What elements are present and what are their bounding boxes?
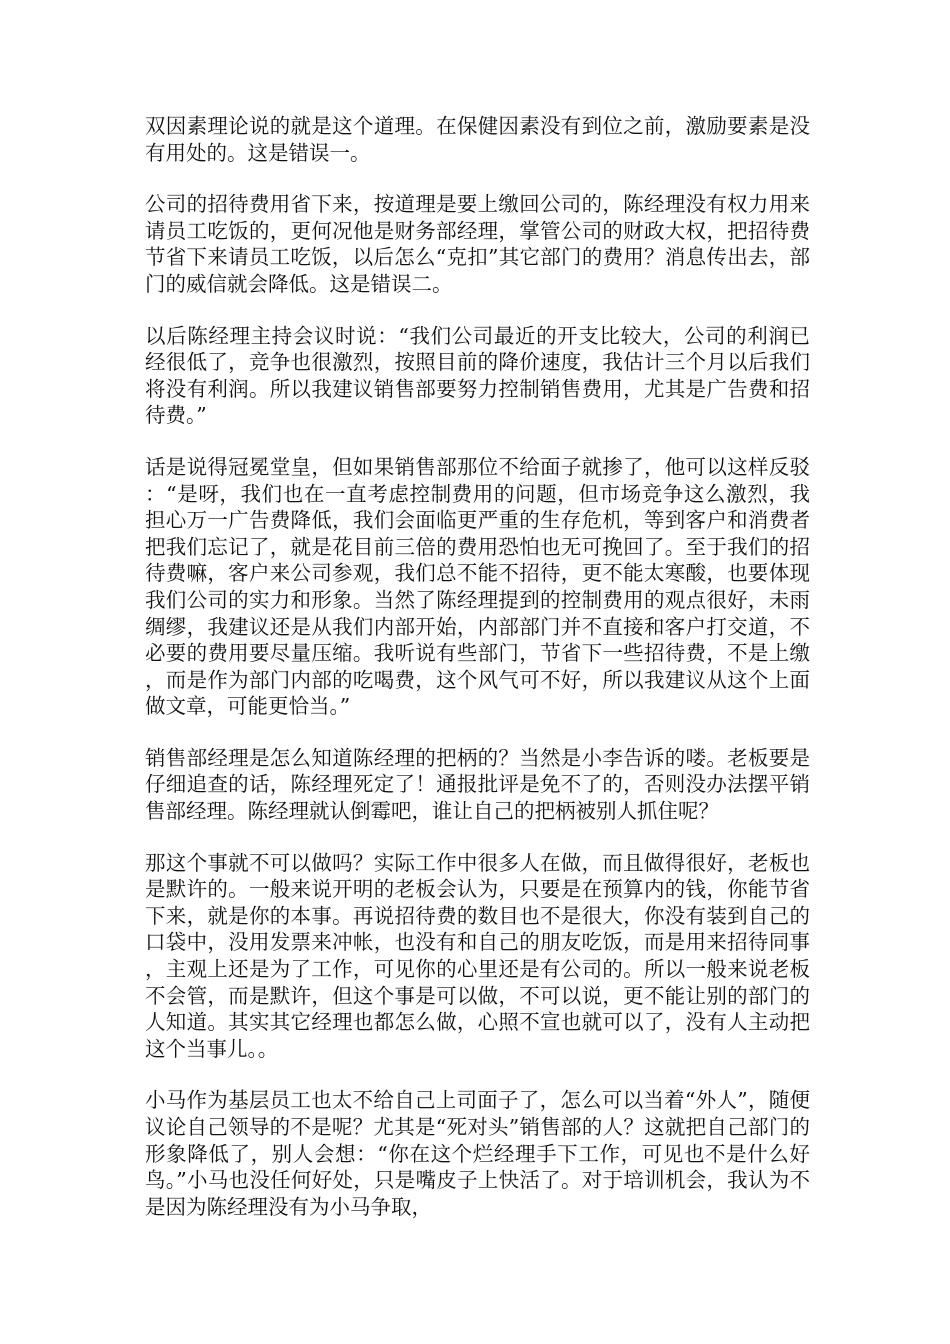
document-body xyxy=(145,113,810,1245)
paragraph-1: 双因素理论说的就是这个道理。在保健因素没有到位之前，激励要素是没有用处的。这是错误一。 xyxy=(145,114,810,165)
paragraph-5: 销售部经理是怎么知道陈经理的把柄的？当然是小李告诉的喽。老板要是仔细追查的话，陈经理死定了！通报批评是免不了的，否则没办法摆平销售部经理。陈经理就认倒霉吧，谁让自己的把柄被别人抓住呢？ xyxy=(145,745,810,824)
paragraph-7: 小马作为基层员工也太不给自己上司面子了，怎么可以当着“外人”，随便议论自己领导的不是呢？尤其是“死对头”销售部的人？这就把自己部门的形象降低了，别人会想：“你在这个烂经理手下工作，可见也不是什么好鸟。”小马也没任何好处，只是嘴皮子上快活了。对于培训机会，我认为不是因为陈经理没有为小马争取， xyxy=(145,1088,810,1219)
paragraph-6: 那这个事就不可以做吗？实际工作中很多人在做，而且做得很好，老板也是默许的。一般来说开明的老板会认为，只要是在预算内的钱，你能节省下来，就是你的本事。再说招待费的数目也不是很大，你没有装到自己的口袋中，没用发票来冲帐，也没有和自己的朋友吃饭，而是用来招待同事，主观上还是为了工作，可见你的心里还是有公司的。所以一般来说老板不会管，而是默许，但这个事是可以做，不可以说，更不能让别的部门的人知道。其实其它经理也都怎么做，心照不宣也就可以了，没有人主动把这个当事儿。。 xyxy=(145,850,810,1061)
paragraph-3: 以后陈经理主持会议时说：“我们公司最近的开支比较大，公司的利润已经很低了，竞争也很激烈，按照目前的降价速度，我估计三个月以后我们将没有利润。所以我建议销售部要努力控制销售费用，尤其是广告费和招待费。” xyxy=(145,323,810,428)
paragraph-4: 话是说得冠冕堂皇，但如果销售部那位不给面子就掺了，他可以这样反驳：“是呀，我们也在一直考虑控制费用的问题，但市场竞争这么激烈，我担心万一广告费降低，我们会面临更严重的生存危机，等到客户和消费者把我们忘记了，就是花目前三倍的费用恐怕也无可挽回了。至于我们的招待费嘛，客户来公司参观，我们总不能不招待，更不能太寒酸，也要体现我们公司的实力和形象。当然了陈经理提到的控制费用的观点很好，未雨绸缪，我建议还是从我们内部开始，内部部门并不直接和客户打交道，不必要的费用要尽量压缩。我听说有些部门，节省下一些招待费，不是上缴，而是作为部门内部的吃喝费，这个风气可不好，所以我建议从这个上面做文章，可能更恰当。” xyxy=(145,454,810,719)
paragraph-2: 公司的招待费用省下来，按道理是要上缴回公司的，陈经理没有权力用来请员工吃饭的，更何况他是财务部经理，掌管公司的财政大权，把招待费节省下来请员工吃饭，以后怎么“克扣”其它部门的费用？消息传出去，部门的威信就会降低。这是错误二。 xyxy=(145,192,810,296)
